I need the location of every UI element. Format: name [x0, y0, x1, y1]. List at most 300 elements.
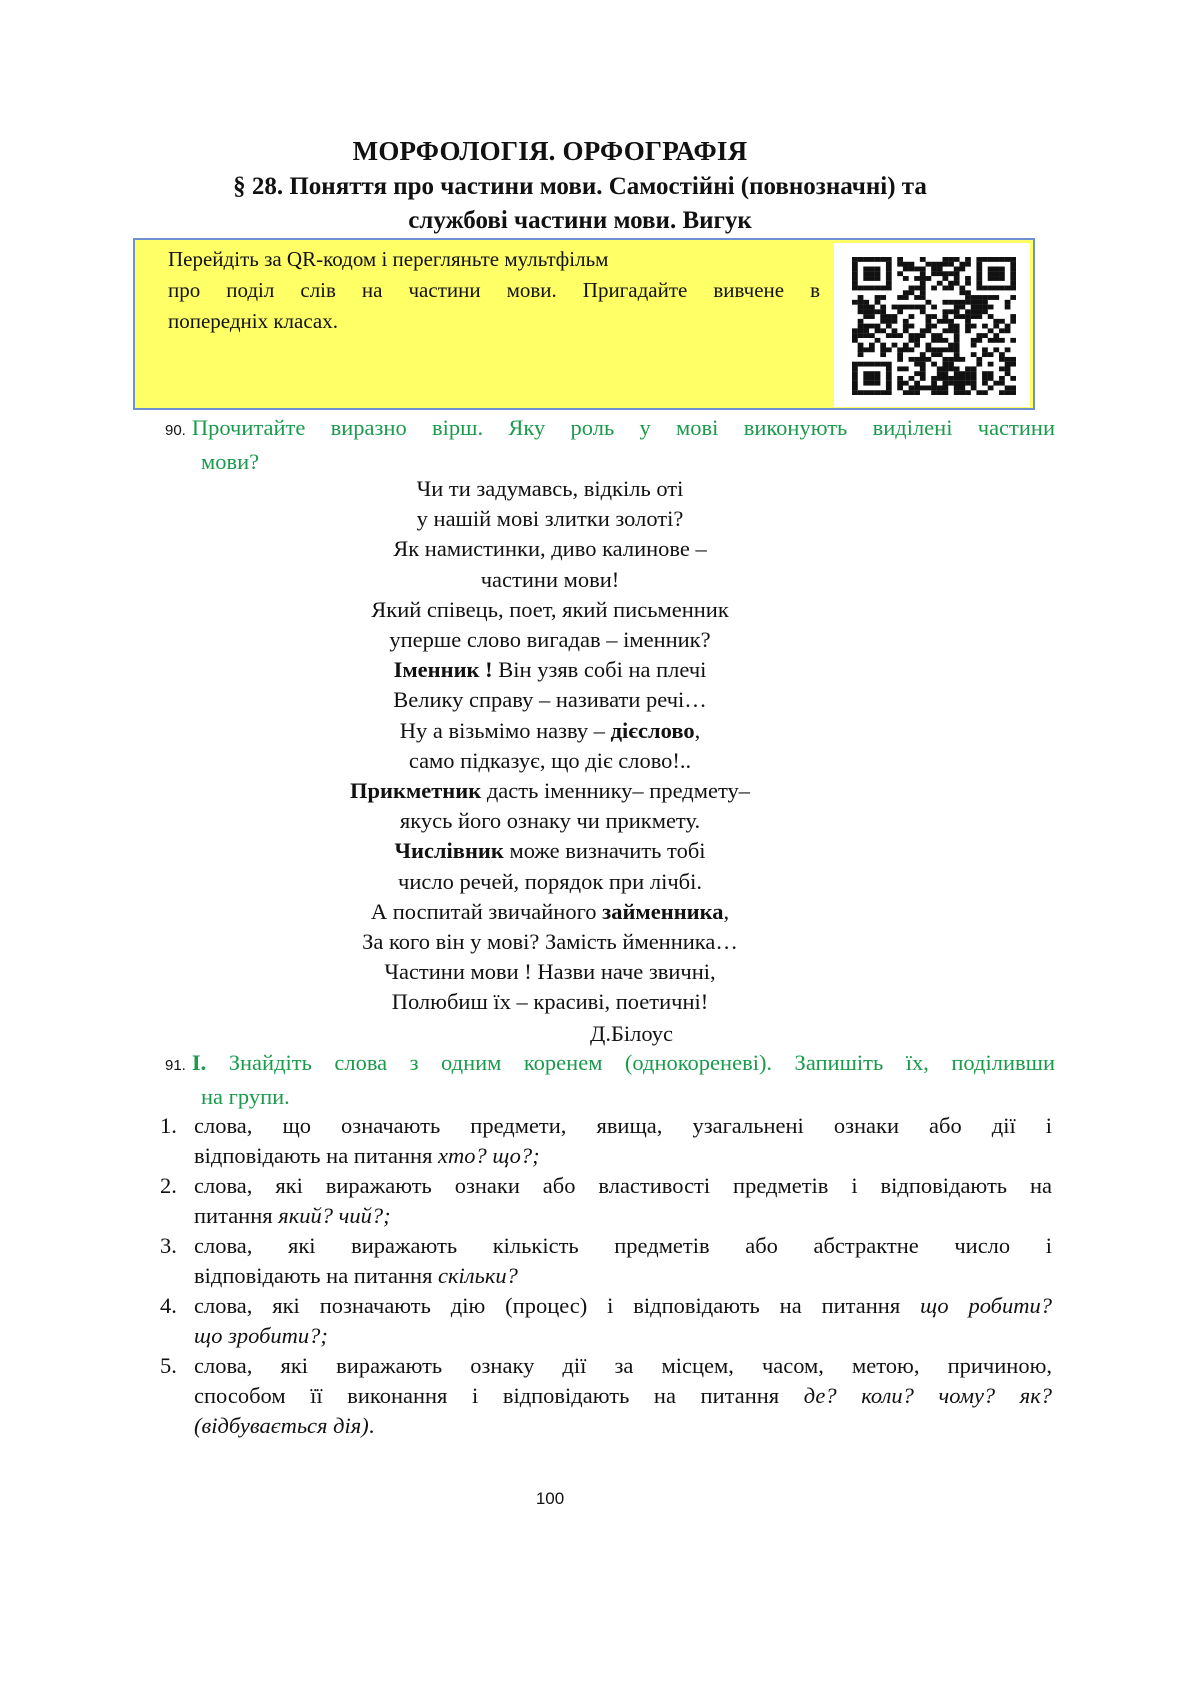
qr-module — [914, 338, 920, 343]
qr-module — [869, 381, 875, 386]
qr-module — [926, 324, 932, 329]
qr-module — [880, 343, 886, 348]
qr-module — [914, 343, 920, 348]
qr-module — [920, 333, 926, 338]
qr-module — [852, 300, 858, 305]
qr-module — [875, 286, 881, 291]
qr-module — [948, 300, 954, 305]
qr-module — [863, 328, 869, 333]
qr-module — [914, 362, 920, 367]
qr-module — [886, 381, 892, 386]
poem-line: Який співець, поет, який письменник — [371, 596, 729, 622]
qr-module — [942, 300, 948, 305]
poem-line: Велику справу – називати речі… — [393, 687, 707, 713]
qr-module — [909, 305, 915, 310]
qr-module — [869, 257, 875, 262]
qr-module — [914, 390, 920, 395]
list-item-line2 — [194, 1321, 1052, 1351]
qr-module — [965, 381, 971, 386]
qr-module — [886, 324, 892, 329]
qr-module — [942, 347, 948, 352]
qr-module — [942, 309, 948, 314]
exercise-91-text-line2: на групи. — [201, 1084, 290, 1109]
poem-author: Д.Білоус — [590, 1021, 674, 1046]
qr-module — [988, 305, 994, 310]
qr-module — [875, 300, 881, 305]
qr-module — [1010, 262, 1016, 267]
poem-line: Як намистинки, диво калинове – — [393, 536, 707, 562]
qr-module — [931, 376, 937, 381]
qr-module — [937, 267, 943, 272]
qr-module — [880, 305, 886, 310]
qr-module — [852, 390, 858, 395]
qr-module — [914, 385, 920, 390]
qr-module — [852, 338, 858, 343]
qr-module — [863, 305, 869, 310]
qr-module — [903, 295, 909, 300]
qr-text-line2: про поділ слів на частини мови. Пригадайте вивчене в — [168, 278, 820, 302]
qr-module — [858, 347, 864, 352]
qr-module — [892, 333, 898, 338]
qr-module — [954, 385, 960, 390]
qr-module — [875, 390, 881, 395]
qr-module — [982, 352, 988, 357]
qr-module — [948, 257, 954, 262]
qr-module — [959, 357, 965, 362]
qr-module — [909, 376, 915, 381]
qr-module — [999, 390, 1005, 395]
qr-module — [931, 262, 937, 267]
qr-module — [858, 390, 864, 395]
qr-module — [931, 390, 937, 395]
qr-module — [886, 257, 892, 262]
qr-module — [959, 381, 965, 386]
qr-module — [948, 281, 954, 286]
qr-module — [880, 328, 886, 333]
qr-module — [897, 352, 903, 357]
poem-line-rest: може визначить тобі — [503, 838, 706, 864]
qr-module — [948, 366, 954, 371]
qr-module — [971, 300, 977, 305]
qr-module — [976, 333, 982, 338]
qr-text-line3: попередніх класах. — [168, 309, 338, 333]
qr-module — [982, 309, 988, 314]
qr-module — [1005, 324, 1011, 329]
qr-module — [869, 309, 875, 314]
qr-module — [920, 385, 926, 390]
qr-module — [920, 352, 926, 357]
qr-module — [852, 328, 858, 333]
qr-module — [920, 271, 926, 276]
qr-module — [982, 286, 988, 291]
qr-module — [869, 276, 875, 281]
qr-module — [869, 286, 875, 291]
qr-code-icon[interactable] — [852, 257, 1016, 395]
qr-module — [880, 347, 886, 352]
list-item — [160, 1171, 1052, 1231]
qr-module — [993, 271, 999, 276]
qr-module — [920, 328, 926, 333]
question-words: що зробити?; — [194, 1323, 328, 1348]
qr-module — [920, 371, 926, 376]
qr-module — [942, 390, 948, 395]
qr-module — [914, 305, 920, 310]
word-groups-list — [160, 1111, 1052, 1441]
qr-module — [959, 305, 965, 310]
qr-module — [954, 333, 960, 338]
qr-module — [880, 257, 886, 262]
qr-module — [1005, 390, 1011, 395]
question-words: який? чий?; — [278, 1203, 391, 1228]
qr-module — [942, 385, 948, 390]
qr-module — [909, 286, 915, 291]
qr-module — [858, 319, 864, 324]
qr-module — [869, 390, 875, 395]
qr-module — [937, 390, 943, 395]
qr-module — [948, 328, 954, 333]
qr-module — [988, 271, 994, 276]
qr-module — [920, 362, 926, 367]
list-item-number: 5. — [160, 1353, 177, 1378]
qr-module — [920, 290, 926, 295]
qr-module — [880, 390, 886, 395]
qr-module — [982, 347, 988, 352]
qr-module — [886, 314, 892, 319]
qr-module — [948, 357, 954, 362]
qr-module — [852, 333, 858, 338]
qr-module — [954, 352, 960, 357]
poem-line: частини мови! — [480, 566, 620, 592]
qr-module — [948, 343, 954, 348]
qr-module — [954, 371, 960, 376]
poem-line-start: Ну а візьмімо назву – — [399, 717, 611, 743]
qr-module — [976, 281, 982, 286]
qr-module — [959, 267, 965, 272]
qr-module — [971, 295, 977, 300]
list-item-line1: слова, що означають предмети, явища, узагальнені ознаки або дії і — [194, 1113, 1052, 1138]
qr-module — [863, 271, 869, 276]
qr-module — [863, 347, 869, 352]
qr-module — [993, 338, 999, 343]
poem-line-end: , — [723, 898, 730, 924]
qr-module — [931, 362, 937, 367]
qr-module — [858, 343, 864, 348]
qr-module — [903, 347, 909, 352]
qr-module — [852, 362, 858, 367]
qr-module — [903, 305, 909, 310]
qr-module — [971, 314, 977, 319]
qr-module — [999, 276, 1005, 281]
qr-module — [869, 271, 875, 276]
qr-module — [875, 376, 881, 381]
list-item-text: слова, які позначають дію (процес) і відповідають на питання — [194, 1293, 921, 1318]
qr-module — [954, 257, 960, 262]
qr-module — [880, 286, 886, 291]
qr-module — [976, 286, 982, 291]
qr-module — [976, 305, 982, 310]
exercise-90 — [165, 412, 1055, 477]
qr-module — [976, 300, 982, 305]
highlighted-part-of-speech: займенника — [602, 898, 724, 924]
qr-module — [869, 333, 875, 338]
qr-module — [937, 385, 943, 390]
qr-module — [965, 257, 971, 262]
qr-module — [982, 324, 988, 329]
qr-module — [937, 333, 943, 338]
qr-module — [863, 362, 869, 367]
exercise-91-text-line1: Знайдіть слова з одним коренем (однокореневі). Запишіть їх, поділивши — [206, 1050, 1055, 1075]
qr-module — [982, 381, 988, 386]
qr-module — [863, 276, 869, 281]
qr-module — [942, 376, 948, 381]
qr-module — [926, 319, 932, 324]
qr-module — [863, 390, 869, 395]
qr-module — [999, 366, 1005, 371]
qr-module — [965, 328, 971, 333]
qr-module — [886, 267, 892, 272]
qr-module — [869, 347, 875, 352]
qr-module — [931, 352, 937, 357]
qr-module — [869, 305, 875, 310]
poem-line: у нашій мові злитки золоті? — [416, 506, 684, 532]
qr-module — [931, 385, 937, 390]
qr-module — [954, 381, 960, 386]
qr-module — [965, 371, 971, 376]
qr-module — [920, 305, 926, 310]
qr-module — [931, 314, 937, 319]
poem-line: Полюбиш їх – красиві, поетичні! — [391, 989, 709, 1015]
qr-module — [937, 262, 943, 267]
qr-module — [852, 281, 858, 286]
qr-module — [858, 300, 864, 305]
qr-module — [886, 371, 892, 376]
qr-module — [988, 371, 994, 376]
qr-module — [937, 347, 943, 352]
qr-module — [909, 385, 915, 390]
list-item-line1: слова, які виражають ознаки або властивості предметів і відповідають на — [194, 1173, 1052, 1198]
qr-module — [926, 262, 932, 267]
qr-module — [920, 257, 926, 262]
qr-module — [863, 376, 869, 381]
list-item-line2 — [194, 1201, 1052, 1231]
list-item-line2 — [194, 1141, 1052, 1171]
qr-module — [971, 371, 977, 376]
qr-module — [852, 276, 858, 281]
qr-module — [993, 324, 999, 329]
qr-module — [976, 262, 982, 267]
qr-module — [942, 286, 948, 291]
qr-module — [1010, 267, 1016, 272]
qr-module — [1010, 314, 1016, 319]
qr-module — [858, 362, 864, 367]
qr-module — [965, 290, 971, 295]
qr-module — [1010, 281, 1016, 286]
qr-module — [965, 300, 971, 305]
qr-module — [931, 324, 937, 329]
qr-module — [942, 362, 948, 367]
qr-module — [926, 328, 932, 333]
qr-module — [971, 376, 977, 381]
qr-module — [909, 324, 915, 329]
qr-module — [920, 267, 926, 272]
qr-module — [971, 385, 977, 390]
qr-module — [903, 319, 909, 324]
qr-module — [965, 314, 971, 319]
qr-module — [937, 352, 943, 357]
qr-module — [954, 305, 960, 310]
qr-module — [926, 357, 932, 362]
poem-line: число речей, порядок при лічбі. — [398, 868, 702, 894]
qr-module — [886, 362, 892, 367]
qr-module — [852, 286, 858, 291]
qr-module — [931, 305, 937, 310]
list-item-line1: слова, які виражають кількість предметів або абстрактне число і — [194, 1233, 1052, 1258]
qr-module — [993, 333, 999, 338]
qr-module — [954, 347, 960, 352]
qr-module — [909, 333, 915, 338]
qr-module — [993, 319, 999, 324]
qr-module — [999, 381, 1005, 386]
qr-module — [920, 376, 926, 381]
qr-module — [971, 309, 977, 314]
qr-module — [954, 281, 960, 286]
qr-module — [858, 328, 864, 333]
poem-line-rest: Він узяв собі на плечі — [492, 657, 707, 683]
qr-module — [920, 309, 926, 314]
qr-module — [1005, 366, 1011, 371]
qr-module — [1010, 295, 1016, 300]
qr-module — [954, 314, 960, 319]
page-number: 100 — [535, 1489, 565, 1508]
poem-line: За кого він у мові? Замість йменника… — [362, 929, 738, 955]
qr-module — [965, 366, 971, 371]
qr-module — [858, 309, 864, 314]
qr-module — [988, 257, 994, 262]
qr-module — [965, 319, 971, 324]
qr-module — [999, 319, 1005, 324]
qr-module — [892, 343, 898, 348]
qr-module — [971, 305, 977, 310]
qr-module — [914, 276, 920, 281]
qr-module — [948, 381, 954, 386]
qr-module — [903, 276, 909, 281]
qr-module — [863, 300, 869, 305]
qr-module — [988, 376, 994, 381]
qr-module — [869, 376, 875, 381]
qr-module — [954, 324, 960, 329]
qr-module — [948, 376, 954, 381]
qr-module — [909, 314, 915, 319]
qr-module — [863, 371, 869, 376]
qr-module — [897, 347, 903, 352]
poem-line: уперше слово вигадав – іменник? — [389, 627, 711, 653]
qr-module — [863, 314, 869, 319]
qr-module — [937, 376, 943, 381]
qr-module — [948, 347, 954, 352]
exercise-number: 90. — [165, 422, 186, 439]
qr-module — [863, 309, 869, 314]
qr-module — [971, 343, 977, 348]
qr-module — [914, 267, 920, 272]
qr-module — [988, 314, 994, 319]
qr-module — [852, 385, 858, 390]
qr-module — [976, 357, 982, 362]
section-title: МОРФОЛОГІЯ. ОРФОГРАФІЯ — [352, 136, 748, 166]
qr-module — [993, 381, 999, 386]
poem-line: якусь його ознаку чи прикмету. — [399, 808, 701, 834]
qr-module — [926, 343, 932, 348]
qr-module — [971, 352, 977, 357]
qr-module — [937, 371, 943, 376]
qr-module — [959, 385, 965, 390]
qr-module — [931, 333, 937, 338]
qr-module — [965, 390, 971, 395]
question-words: хто? що?; — [438, 1143, 540, 1168]
qr-module — [982, 300, 988, 305]
qr-module — [880, 295, 886, 300]
exercise-number: 91. — [165, 1057, 186, 1074]
list-item — [160, 1111, 1052, 1171]
qr-module — [976, 338, 982, 343]
qr-module — [875, 267, 881, 272]
qr-module — [942, 319, 948, 324]
qr-module — [1010, 286, 1016, 291]
qr-module — [976, 257, 982, 262]
highlighted-part-of-speech: Іменник ! — [393, 657, 493, 683]
qr-module — [954, 357, 960, 362]
qr-module — [937, 366, 943, 371]
qr-module — [959, 376, 965, 381]
qr-module — [914, 286, 920, 291]
qr-module — [976, 295, 982, 300]
qr-module — [959, 371, 965, 376]
qr-module — [863, 324, 869, 329]
qr-module — [897, 271, 903, 276]
qr-module — [942, 381, 948, 386]
qr-module — [886, 271, 892, 276]
qr-module — [942, 328, 948, 333]
qr-module — [886, 281, 892, 286]
qr-module — [852, 376, 858, 381]
qr-module — [892, 314, 898, 319]
qr-module — [1005, 257, 1011, 262]
list-item-text: . — [368, 1413, 375, 1438]
poem-line: Чи ти задумавсь, відкіль оті — [416, 476, 684, 501]
qr-module — [875, 295, 881, 300]
qr-module — [914, 381, 920, 386]
qr-module — [988, 276, 994, 281]
qr-module — [1010, 271, 1016, 276]
poem-line-rest: дасть іменнику– предмету– — [481, 778, 750, 804]
qr-module — [886, 286, 892, 291]
qr-module — [948, 319, 954, 324]
qr-module — [909, 347, 915, 352]
qr-module — [937, 338, 943, 343]
qr-module — [914, 295, 920, 300]
qr-module — [863, 257, 869, 262]
qr-module — [1005, 357, 1011, 362]
qr-module — [993, 257, 999, 262]
qr-module — [886, 319, 892, 324]
qr-module — [897, 381, 903, 386]
qr-module — [999, 357, 1005, 362]
list-item-text: відповідають на питання — [194, 1143, 439, 1168]
qr-module — [1005, 286, 1011, 291]
question-words: (відбувається дія) — [194, 1413, 369, 1438]
qr-module — [1010, 257, 1016, 262]
highlighted-part-of-speech: Числівник — [394, 838, 504, 864]
qr-module — [875, 324, 881, 329]
